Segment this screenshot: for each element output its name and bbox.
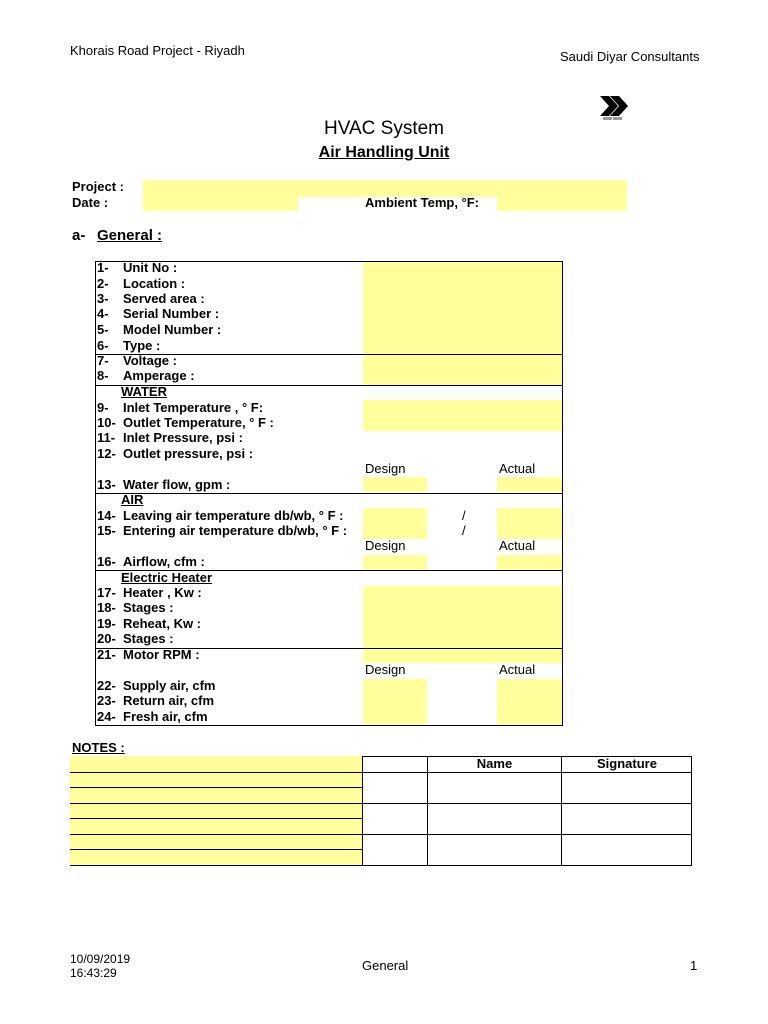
section-prefix: a- [72,227,86,244]
ambient-temp-label: Ambient Temp, °F: [365,195,480,210]
list-item: 22- Supply air, cfm [97,678,216,693]
design-header: Design [365,662,406,677]
list-item: 17- Heater , Kw : [97,585,202,600]
page-subtitle: Air Handling Unit [318,144,450,161]
notes-line [70,818,362,819]
footer-sheet-name: General [362,958,409,973]
separator [95,493,563,494]
signature-header: Signature [597,756,657,771]
list-item: 11- Inlet Pressure, psi : [97,430,243,445]
list-item: 2- Location : [97,276,186,291]
notes-line [70,849,362,850]
notes-line [70,772,362,773]
list-item: 23- Return air, cfm [97,693,215,708]
list-item: 7- Voltage : [97,353,177,368]
footer-date: 10/09/2019 [70,952,131,966]
list-item: 14- Leaving air temperature db/wb, ° F : [97,508,344,523]
list-item: 12- Outlet pressure, psi : [97,446,254,461]
group-water: WATER [121,384,167,399]
group-air: AIR [121,492,144,507]
list-item: 8- Amperage : [97,368,195,383]
footer-time: 16:43:29 [70,966,117,980]
ambient-temp-field[interactable] [497,196,627,211]
actual-header: Actual [499,662,536,677]
footer-page-number: 1 [690,958,698,973]
page-title: HVAC System [323,118,444,139]
list-item: 6- Type : [97,338,161,353]
list-item: 21- Motor RPM : [97,647,200,662]
list-item: 24- Fresh air, cfm [97,709,208,724]
design-header: Design [365,538,406,553]
list-item: 4- Serial Number : [97,306,220,321]
design-header: Design [365,461,406,476]
list-item: 10- Outlet Temperature, ° F : [97,415,274,430]
list-item: 20- Stages : [97,631,174,646]
project-label: Project : [72,179,125,194]
row-divider [362,772,692,773]
notes-line [70,834,362,835]
actual-header: Actual [499,538,536,553]
notes-line [70,787,362,788]
group-electric-heater: Electric Heater [121,570,213,585]
date-field[interactable] [143,196,298,211]
list-item: 5- Model Number : [97,322,222,337]
notes-line [70,803,362,804]
list-item: 1- Unit No : [97,260,178,275]
name-header: Name [476,756,513,771]
project-location-header: Khorais Road Project - Riyadh [70,43,245,58]
list-item: 3- Served area : [97,291,205,306]
list-item: 9- Inlet Temperature , ° F: [97,400,264,415]
row-divider [362,803,692,804]
date-label: Date : [72,195,109,210]
db-wb-slash: / [462,508,466,523]
list-item: 18- Stages : [97,600,174,615]
notes-line [70,865,362,866]
section-title: General : [97,227,163,244]
list-item: 15- Entering air temperature db/wb, ° F : [97,523,348,538]
notes-label: NOTES : [72,740,125,755]
db-wb-slash: / [462,523,466,538]
row-divider [362,834,692,835]
list-item: 19- Reheat, Kw : [97,616,202,631]
list-item: 13- Water flow, gpm : [97,477,231,492]
actual-header: Actual [499,461,536,476]
list-item: 16- Airflow, cfm : [97,554,205,569]
consultant-header: Saudi Diyar Consultants [560,49,700,64]
